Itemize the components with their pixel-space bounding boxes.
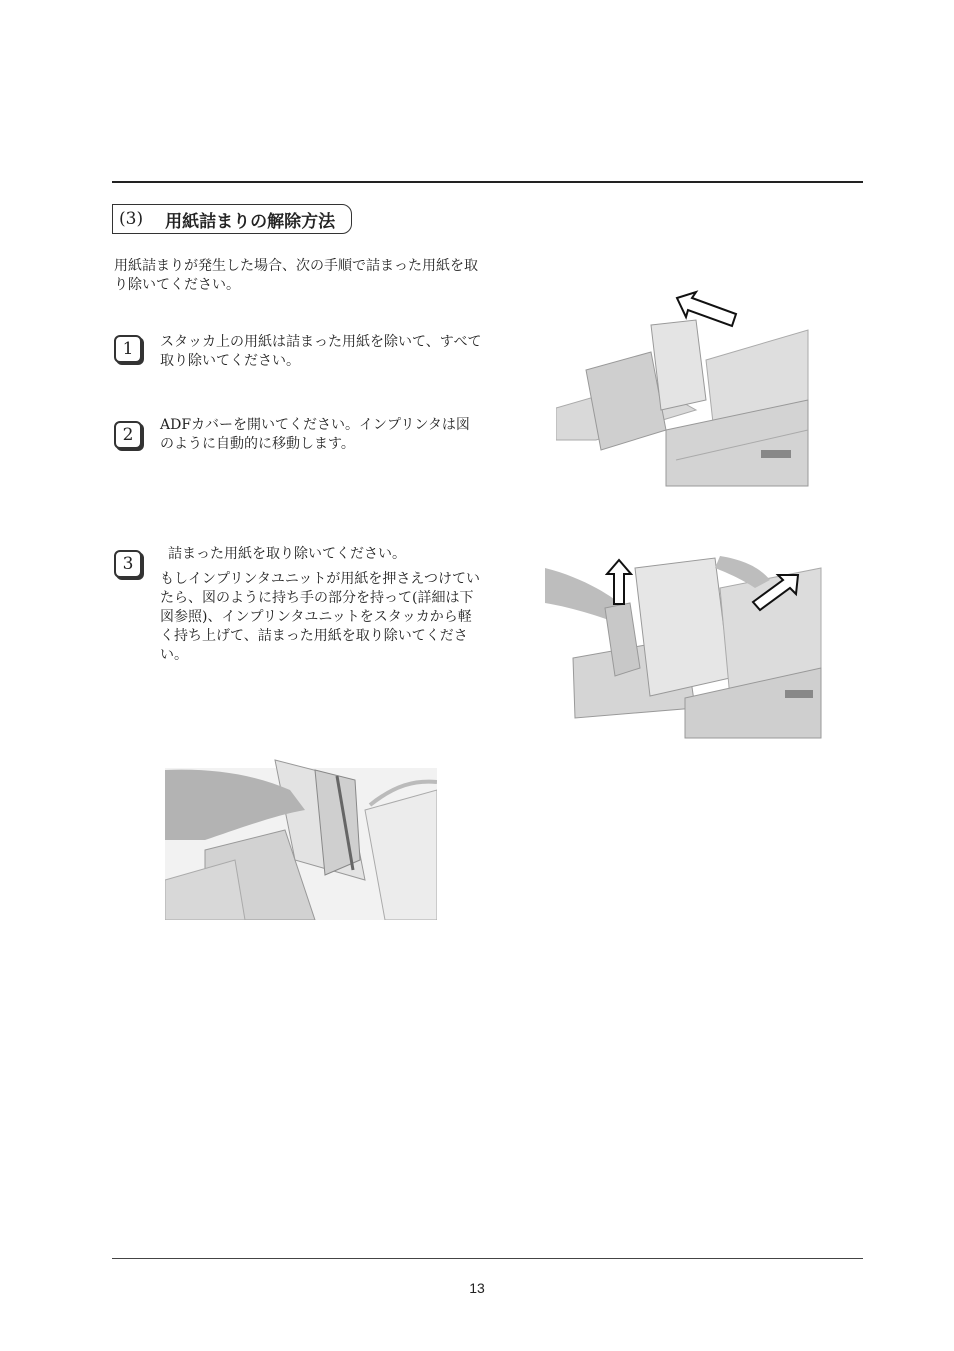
footer-rule: [112, 1258, 863, 1259]
step-2-text: ADFカバーを開いてください。インプリンタは図のように自動的に移動します。: [160, 417, 470, 452]
scanner-adf-open-photo: [556, 290, 810, 490]
step-1-text: スタッカ上の用紙は詰まった用紙を除いて、すべて取り除いてください。: [160, 334, 482, 369]
header-rule: [112, 181, 863, 183]
arrow-up-right-icon: [750, 572, 802, 612]
section-number: (3): [119, 209, 144, 229]
step-1-badge: 1: [114, 335, 142, 363]
arrow-up-icon: [605, 558, 633, 606]
section-heading: [112, 204, 352, 234]
imprinter-lift-photo: [545, 548, 823, 740]
step-3-badge: 3: [114, 550, 142, 578]
section-title: 用紙詰まりの解除方法: [165, 211, 336, 232]
intro-paragraph: 用紙詰まりが発生した場合、次の手順で詰まった用紙を取り除いてください。: [114, 258, 478, 293]
step-3-text: 詰まった用紙を取り除いてください。: [168, 546, 406, 562]
page-number: 13: [469, 1280, 485, 1296]
step-3-detail: もしインプリンタユニットが用紙を押さえつけていたら、図のように持ち手の部分を持って(詳細は下図参照)、インプリンタユニットをスタッカから軽く持ち上げて、詰まった用紙を取り除いてください。: [160, 571, 481, 663]
step-2-badge: 2: [114, 421, 142, 449]
arrow-up-left-icon: [674, 290, 740, 332]
imprinter-handle-closeup-photo: [165, 750, 437, 920]
